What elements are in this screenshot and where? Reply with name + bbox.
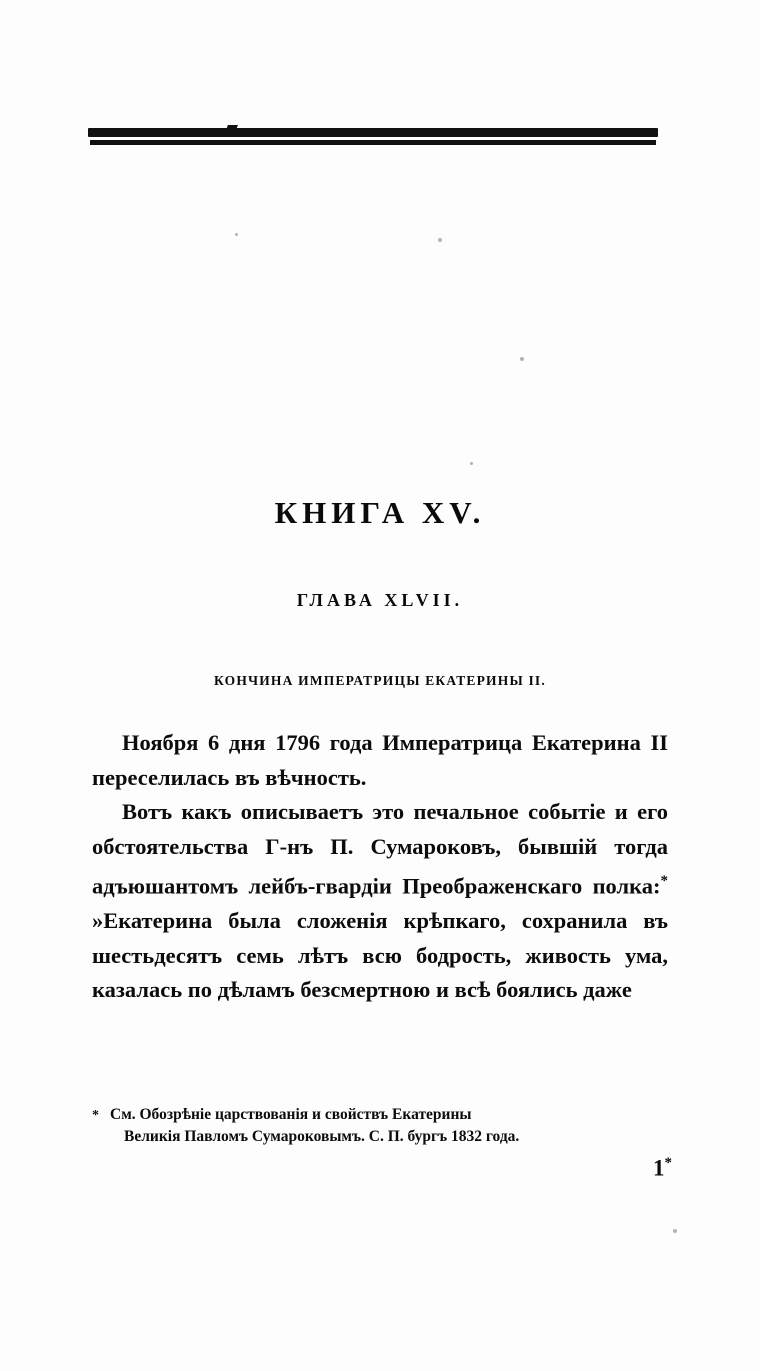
book-title: КНИГА XV. — [274, 495, 486, 530]
signature-number: 1 — [653, 1155, 665, 1181]
page-speck — [673, 1229, 677, 1233]
rule-thin-bar — [90, 140, 656, 145]
footnote-line-1: См. Обозрѣніе царствованія и свойствъ Екатерины — [110, 1106, 472, 1123]
page-speck — [438, 238, 442, 242]
signature-asterisk-icon: * — [664, 1155, 672, 1171]
footnote-text — [92, 1104, 670, 1148]
footnote-reference: * — [660, 873, 668, 889]
chapter-title: ГЛАВА XLVII. — [296, 590, 464, 610]
decorative-rule — [88, 128, 658, 150]
paragraph-2-quote: »Екатерина была сложенія крѣпкаго, сохранила въ шестьдесятъ семь лѣтъ всю бодрость, живость ума, казалась по дѣламъ безсмертною и всѣ боялись даже — [92, 908, 668, 1002]
body-text — [92, 726, 668, 1008]
signature-mark — [653, 1155, 672, 1182]
footnote — [92, 1104, 670, 1148]
rule-thick-bar — [88, 128, 658, 137]
rule-nub — [226, 125, 238, 130]
section-title: КОНЧИНА ИМПЕРАТРИЦЫ ЕКАТЕРИНЫ II. — [214, 673, 546, 688]
footnote-line-2: Великія Павломъ Сумароковымъ. С. П. бургъ 1832 года. — [124, 1128, 520, 1145]
paragraph-2 — [92, 795, 668, 1008]
paragraph-2-lead: Вотъ какъ описываетъ это печальное событіе и его обстоятельства Г-нъ П. Сумароковъ, бывшій тогда адъюшантомъ лейбъ-гвардіи Преображенскаго полка: — [92, 799, 668, 899]
footnote-star-icon: * — [92, 1108, 99, 1123]
page-speck — [470, 462, 473, 465]
paragraph-1: Ноября 6 дня 1796 года Императрица Екатерина II переселилась въ вѣчность. — [92, 730, 668, 790]
page-speck — [520, 357, 524, 361]
page-speck — [235, 233, 238, 236]
